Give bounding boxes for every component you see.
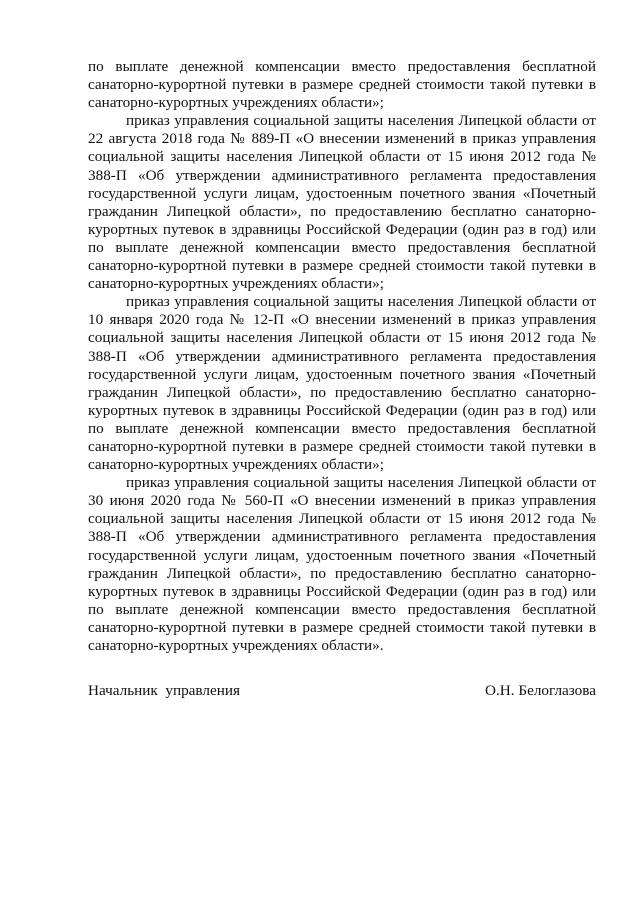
paragraph-order-889: приказ управления социальной защиты населения Липецкой области от 22 августа 2018 года № 889-П «О внесении изменений в приказ управления социальной защиты населения Липецкой области от 15 июня 2012 года № 388-П «Об утверждении административного регламента предоставления государственной услуги лицам, удостоенным почетного звания «Почетный гражданин Липецкой области», по предоставлению бесплатно санаторно-курортных путевок в здравницы Российской Федерации (один раз в год) или по выплате денежной компенсации вместо предоставления бесплатной санаторно-курортной путевки в размере средней стоимости такой путевки в санаторно-курортных учреждениях области»; <box>88 112 596 293</box>
paragraph-order-560: приказ управления социальной защиты населения Липецкой области от 30 июня 2020 года № 560-П «О внесении изменений в приказ управления социальной защиты населения Липецкой области от 15 июня 2012 года № 388-П «Об утверждении административного регламента предоставления государственной услуги лицам, удостоенным почетного звания «Почетный гражданин Липецкой области», по предоставлению бесплатно санаторно-курортных путевок в здравницы Российской Федерации (один раз в год) или по выплате денежной компенсации вместо предоставления бесплатной санаторно-курортной путевки в размере средней стоимости такой путевки в санаторно-курортных учреждениях области». <box>88 474 596 654</box>
paragraph-order-12: приказ управления социальной защиты населения Липецкой области от 10 января 2020 года № 12-П «О внесении изменений в приказ управления социальной защиты населения Липецкой области от 15 июня 2012 года № 388-П «Об утверждении административного регламента предоставления государственной услуги лицам, удостоенным почетного звания «Почетный гражданин Липецкой области», по предоставлению бесплатно санаторно-курортных путевок в здравницы Российской Федерации (один раз в год) или по выплате денежной компенсации вместо предоставления бесплатной санаторно-курортной путевки в размере средней стоимости такой путевки в санаторно-курортных учреждениях области»; <box>88 293 596 474</box>
signature-position: Начальник управления <box>88 682 240 699</box>
paragraph-continuation: по выплате денежной компенсации вместо предоставления бесплатной санаторно-курортной путевки в размере средней стоимости такой путевки в санаторно-курортных учреждениях области»; <box>88 58 596 112</box>
signature-block <box>88 682 596 700</box>
signature-name: О.Н. Белоглазова <box>485 682 596 699</box>
document-body <box>88 58 596 655</box>
